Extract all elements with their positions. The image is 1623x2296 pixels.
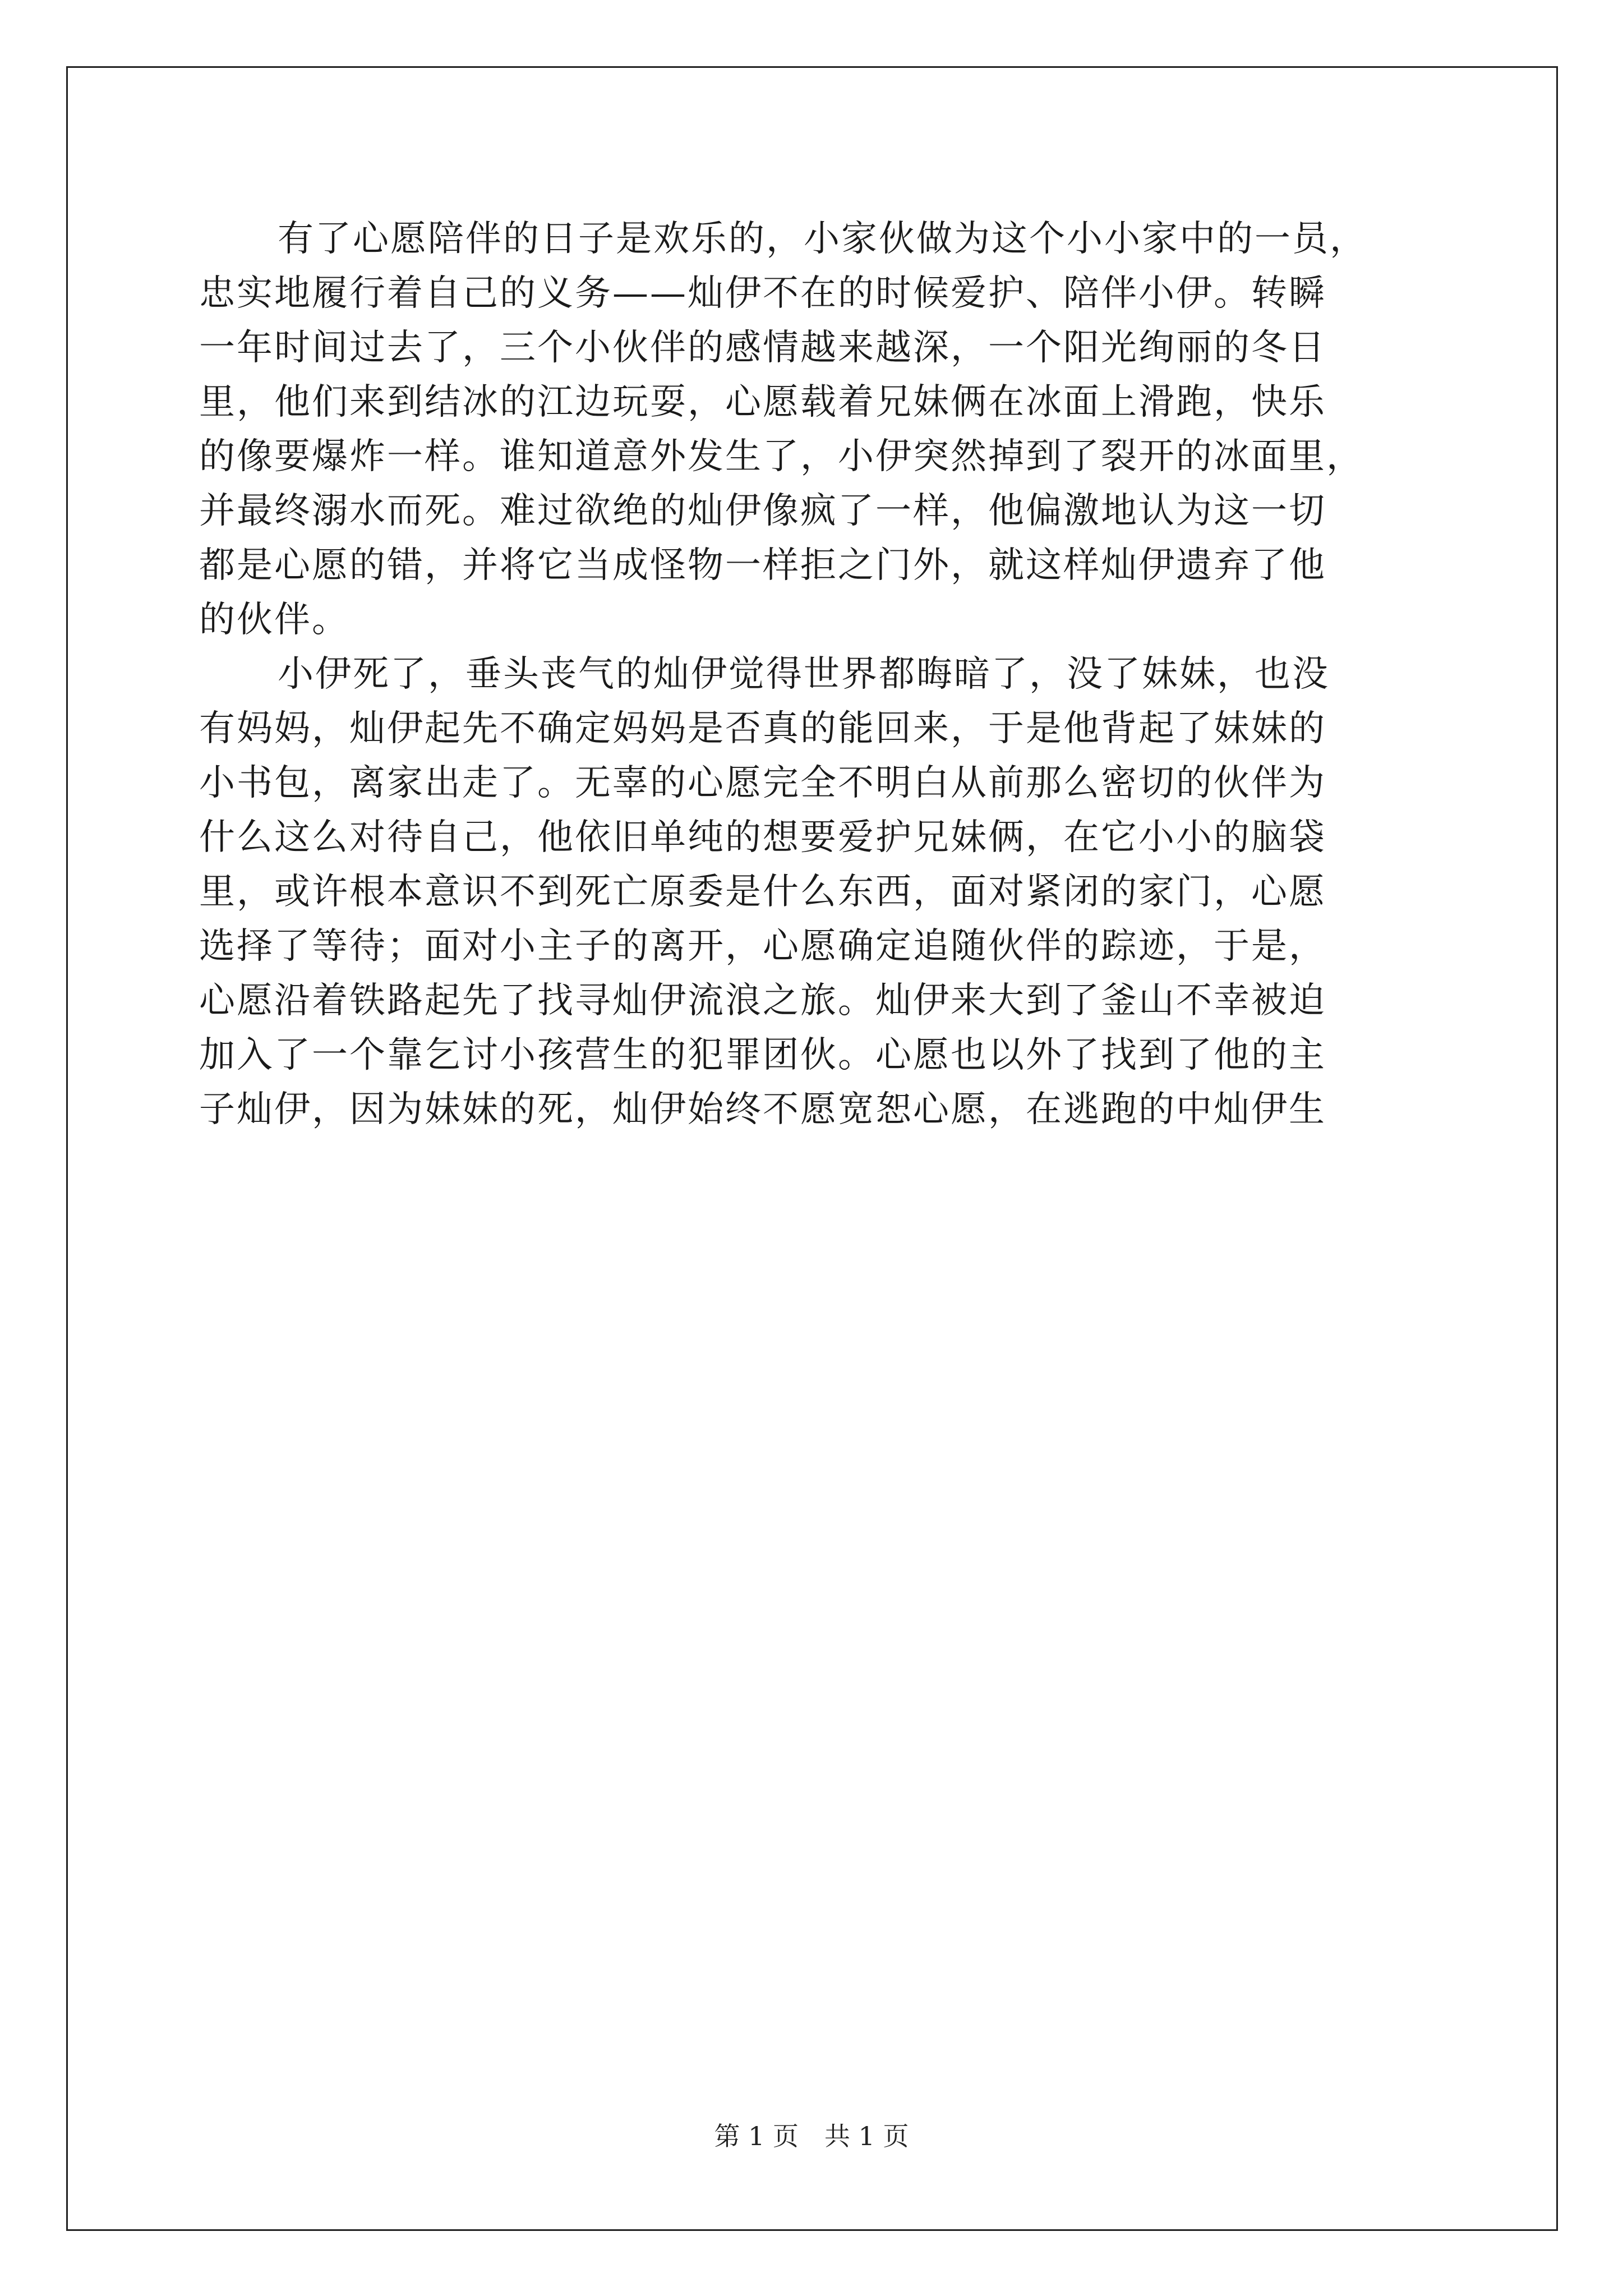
text-line: 忠实地履行着自己的义务——灿伊不在的时候爱护、陪伴小伊。转瞬 [199,273,1326,314]
text-line: 里，或许根本意识不到死亡原委是什么东西，面对紧闭的家门，心愿 [199,871,1326,913]
text-line: 有了心愿陪伴的日子是欢乐的，小家伙做为这个小小家中的一员， [278,218,1367,260]
text-line: 里，他们来到结冰的江边玩耍，心愿载着兄妹俩在冰面上滑跑，快乐 [199,381,1326,423]
text-line: 都是心愿的错，并将它当成怪物一样拒之门外，就这样灿伊遗弃了他 [199,545,1326,586]
text-line: 一年时间过去了，三个小伙伴的感情越来越深，一个阳光绚丽的冬日 [199,327,1326,369]
page-number: 第 1 页 共 1 页 [714,2121,909,2151]
text-line: 加入了一个靠乞讨小孩营生的犯罪团伙。心愿也以外了找到了他的主 [199,1034,1326,1076]
text-line: 小伊死了，垂头丧气的灿伊觉得世界都晦暗了，没了妹妹，也没 [278,654,1330,695]
text-line: 选择了等待；面对小主子的离开，心愿确定追随伙伴的踪迹，于是， [199,926,1326,967]
text-line: 的伙伴。 [199,599,349,641]
document-body [199,212,1427,1137]
text-line: 并最终溺水而死。难过欲绝的灿伊像疯了一样，他偏激地认为这一切 [199,490,1326,532]
text-line: 子灿伊，因为妹妹的死，灿伊始终不愿宽恕心愿，在逃跑的中灿伊生 [199,1089,1326,1130]
text-line: 心愿沿着铁路起先了找寻灿伊流浪之旅。灿伊来大到了釜山不幸被迫 [199,980,1326,1022]
text-line: 有妈妈，灿伊起先不确定妈妈是否真的能回来，于是他背起了妹妹的 [199,708,1326,749]
text-line: 的像要爆炸一样。谁知道意外发生了，小伊突然掉到了裂开的冰面里， [199,436,1364,477]
text-line: 小书包，离家出走了。无辜的心愿完全不明白从前那么密切的伙伴为 [199,762,1326,804]
paragraph-1 [199,212,1427,647]
paragraph-2 [199,647,1427,1137]
text-line: 什么这么对待自己，他依旧单纯的想要爱护兄妹俩，在它小小的脑袋 [199,817,1326,858]
